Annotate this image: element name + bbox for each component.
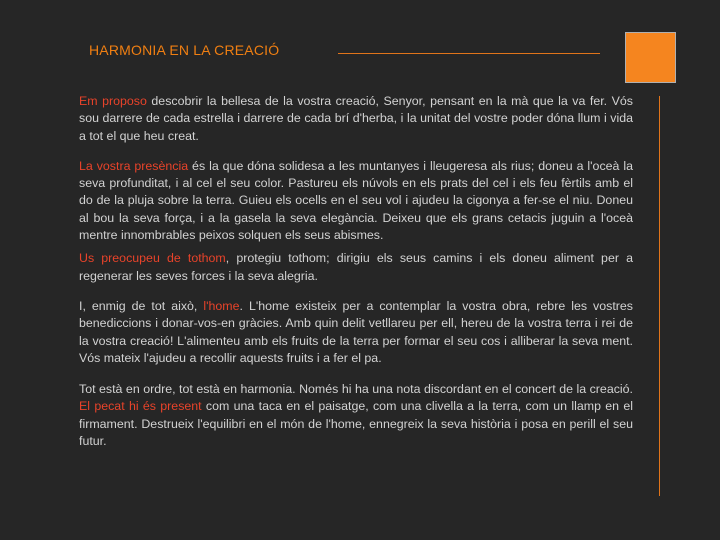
paragraph-text-before: Tot està en ordre, tot està en harmonia. Només hi ha una nota discordant en el concert de la creació. (79, 382, 633, 397)
paragraph-3 (79, 250, 633, 285)
paragraph-4 (79, 298, 633, 367)
paragraph-text: descobrir la bellesa de la vostra creació, Senyor, pensant en la mà que la va fer. Vós sou darrere de cada estrella i darrere de cada brí d'herba, i la unitat del vostre poder dóna llum i vida a tot el que heu creat. (79, 94, 633, 143)
vertical-accent-line (659, 96, 660, 496)
slide-title: HARMONIA EN LA CREACIÓ (89, 42, 280, 58)
paragraph-highlight: Em proposo (79, 94, 147, 108)
orange-square-decoration (625, 32, 676, 83)
paragraph-text: com una taca en el paisatge, com una clivella a la terra, com un llamp en el firmament. Destrueix l'equilibri en el món de l'home, ennegreix la seva història i posa en perill el seu futur. (79, 399, 633, 449)
paragraph-highlight: l'home (203, 298, 240, 313)
paragraph-text: és la que dóna solidesa a les muntanyes i lleugeresa als rius; doneu a l'oceà la seva profunditat, i al cel el seu color. Pastureu els núvols en els prats del cel i els feu fèrtils amb el do de la pluja sobre la terra. Guieu els ocells en el seu vol i ajudeu la cigonya a fer-se el niu. Doneu al bou la seva força, i a la gasela la seva elegància. Deixeu que els grans cetacis juguin a l'oceà mentre innombrables peixos solquen els seus abismes. (79, 158, 633, 243)
paragraph-highlight: La vostra presència (79, 158, 189, 173)
body-text (79, 93, 633, 456)
paragraph-5 (79, 381, 633, 450)
paragraph-highlight: El pecat hi és present (79, 399, 202, 414)
paragraph-text-before: I, enmig de tot això, (79, 298, 204, 313)
paragraph-2 (79, 158, 633, 244)
paragraph-highlight: Us preocupeu de tothom (79, 251, 226, 266)
paragraph-text: . L'home existeix per a contemplar la vostra obra, rebre les vostres benediccions i donar-vos-en gràcies. Amb quin delit vetllareu per ell, hereu de la vostra terra i rei de la vostra creació! L'alimenteu amb els fruits de la terra per formar el seu cos i alliberar la seva ment. Vós mateix l'ajudeu a recollir aquests fruits i a fer el pa. (79, 298, 633, 365)
paragraph-text: , protegiu tothom; dirigiu els seus camins i els doneu aliment per a regenerar les seves forces i la seva alegria. (79, 251, 633, 283)
title-underline (338, 53, 600, 54)
paragraph-1 (79, 93, 633, 145)
